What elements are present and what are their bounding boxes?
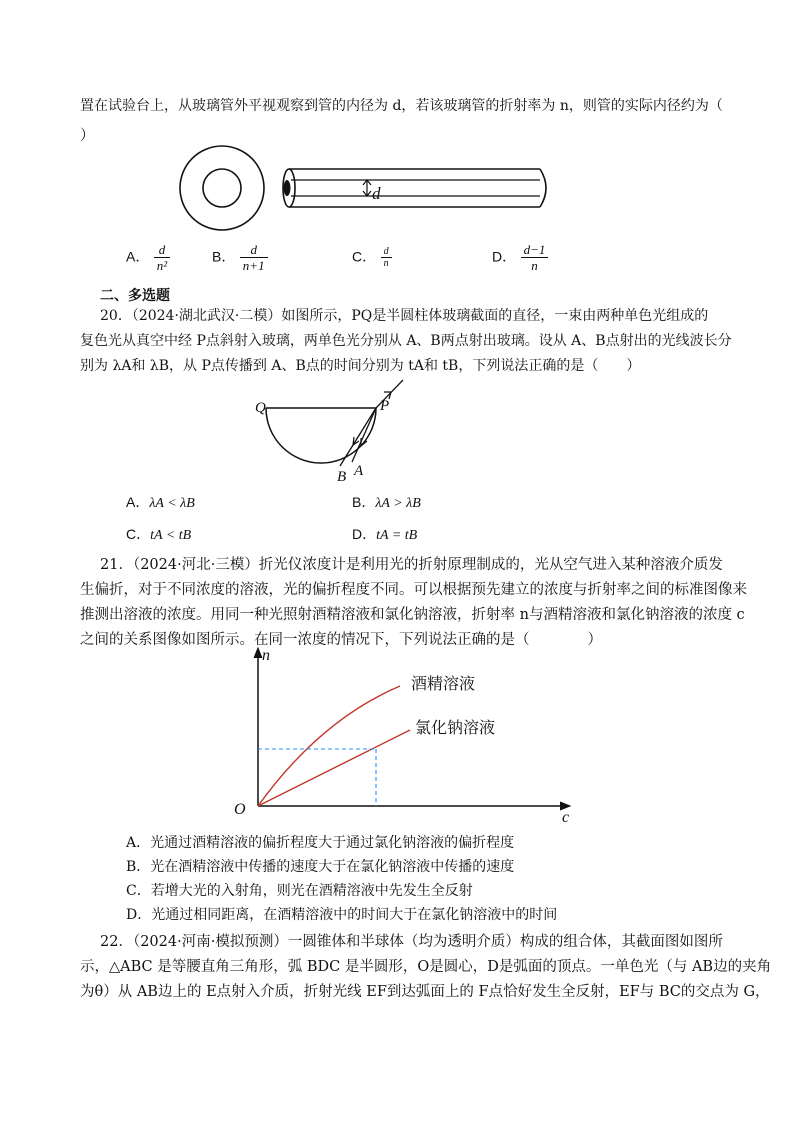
- q19-option-a-label: A．: [126, 248, 150, 265]
- q19-option-b-num: d: [250, 242, 257, 257]
- q20-label-b: B: [337, 469, 347, 485]
- q20-label-p: P: [380, 398, 390, 414]
- q19-text-line1: 置在试验台上，从玻璃管外平视观察到管的内径为 d，若该玻璃管的折射率为 n，则管的实际内径约为（: [80, 98, 723, 114]
- q21-text-line2: 生偏折，对于不同浓度的溶液，光的偏折程度不同。可以根据预先建立的浓度与折射率之间的标准图像来: [80, 582, 747, 598]
- q20-option-c-text: tA < tB: [150, 528, 192, 543]
- q19-figure-label-d: d: [372, 184, 381, 203]
- section-title-multiple-choice: 二、多选题: [100, 288, 170, 304]
- q21-axis-label-n: n: [262, 647, 270, 664]
- q20-option-b-text: λA > λB: [375, 496, 421, 511]
- q19-option-b-den: n+1: [240, 257, 268, 273]
- q19-option-a-num: d: [158, 242, 166, 257]
- q20-text-line1: 20．（2024·湖北武汉·二模）如图所示，PQ是半圆柱体玻璃截面的直径，一束由两种单色光组成的: [100, 308, 709, 324]
- q19-option-c-label: C．: [352, 248, 377, 265]
- q20-label-a: A: [354, 463, 364, 479]
- q20-option-d-label: D．: [352, 526, 377, 542]
- q22-text-line1: 22．（2024·河南·模拟预测）一圆锥体和半球体（均为透明介质）构成的组合体，其截面图如图所: [100, 934, 723, 950]
- q20-text-line2: 复色光从真空中经 P点斜射入玻璃，两单色光分别从 A、B两点射出玻璃。设从 A、B点射出的光线波长分: [80, 333, 732, 349]
- q19-option-d-label: D．: [492, 248, 517, 265]
- q21-curve-label-alcohol: 酒精溶液: [411, 674, 476, 693]
- q20-label-q: Q: [255, 400, 266, 416]
- q21-origin-label: O: [234, 801, 246, 818]
- q20-option-a-label: A．: [126, 494, 150, 510]
- q21-text-line3: 推测出溶液的浓度。用同一种光照射酒精溶液和氯化钠溶液，折射率 n与酒精溶液和氯化钠溶液的浓度 c: [80, 607, 745, 623]
- q21-option-c[interactable]: C．若增大光的入射角，则光在酒精溶液中先发生全反射: [126, 883, 473, 899]
- q21-curve-label-nacl: 氯化钠溶液: [415, 718, 496, 737]
- q20-text-line3: 别为 λA和 λB，从 P点传播到 A、B点的时间分别为 tA和 tB，下列说法正确的是（ ）: [80, 358, 641, 374]
- q22-text-line3: 为θ）从 AB边上的 E点射入介质，折射光线 EF到达弧面上的 F点恰好发生全反射，EF与 BC的交点为 G，: [80, 984, 770, 1000]
- q22-text-line2: 示，△ABC 是等腰直角三角形，弧 BDC 是半圆形，O是圆心，D是弧面的顶点。一单色光（与 AB边的夹角: [80, 959, 772, 975]
- q21-option-d[interactable]: D．光通过相同距离，在酒精溶液中的时间大于在氯化钠溶液中的时间: [126, 907, 558, 923]
- q19-option-b-label: B．: [212, 248, 236, 265]
- q21-text-line4: 之间的关系图像如图所示。在同一浓度的情况下，下列说法正确的是（ ）: [80, 632, 602, 648]
- q21-text-line1: 21．（2024·河北·三模）折光仪浓度计是利用光的折射原理制成的，光从空气进入某种溶液介质发: [100, 557, 723, 573]
- q21-option-a[interactable]: A．光通过酒精溶液的偏折程度大于通过氯化钠溶液的偏折程度: [126, 835, 515, 851]
- q20-option-d-text: tA = tB: [376, 528, 418, 543]
- q19-option-d-den: n: [521, 257, 549, 273]
- q19-option-c-num: d: [383, 246, 389, 257]
- q19-option-c-den: n: [381, 257, 392, 269]
- q19-text-line2: ）: [80, 128, 95, 144]
- q19-option-d-num: d−1: [523, 242, 546, 257]
- q21-option-b[interactable]: B．光在酒精溶液中传播的速度大于在氯化钠溶液中传播的速度: [126, 859, 515, 875]
- q19-option-a-den: n²: [154, 257, 170, 273]
- q21-axis-label-c: c: [562, 809, 570, 826]
- q20-option-a-text: λA < λB: [149, 496, 195, 511]
- q20-option-b-label: B．: [352, 494, 376, 510]
- q20-option-c-label: C．: [126, 526, 151, 542]
